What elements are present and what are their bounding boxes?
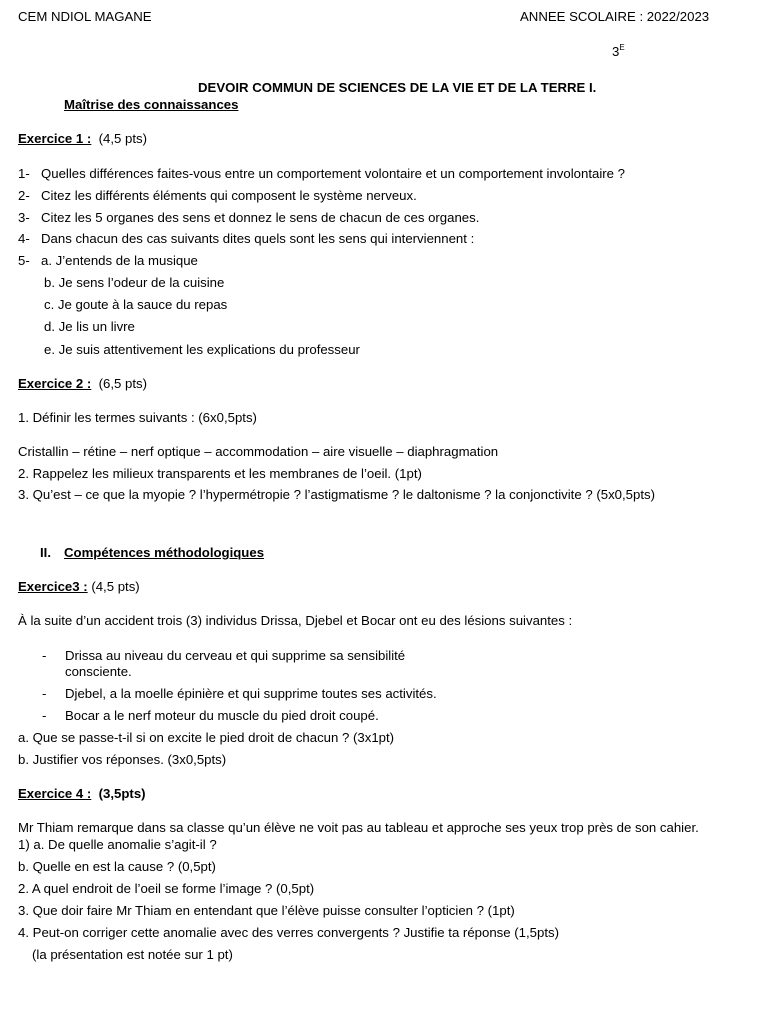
exercise-1-question-number: 5-	[18, 253, 30, 268]
exercise-3-label: Exercice3 :	[18, 579, 88, 594]
exercise-2-terms: Cristallin – rétine – nerf optique – accommodation – aire visuelle – diaphragmation	[18, 444, 499, 459]
exercise-1-question	[18, 210, 480, 226]
exercise-3-bullet: - Bocar a le nerf moteur du muscle du pied droit coupé.	[42, 708, 379, 723]
exercise-1-points: (4,5 pts)	[98, 131, 148, 146]
school-year: ANNEE SCOLAIRE : 2022/2023	[520, 9, 710, 24]
exercise-4-line: 3. Que doir faire Mr Thiam en entendant que l’élève puisse consulter l’opticien ? (1pt)	[18, 903, 515, 918]
exercise-4-heading	[18, 786, 146, 802]
exercise-1-question-number: 1-	[18, 166, 30, 181]
exercise-2-label: Exercice 2 :	[18, 376, 92, 391]
exercise-4-line: b. Quelle en est la cause ? (0,5pt)	[18, 859, 216, 874]
exercise-1-subitem: b. Je sens l’odeur de la cuisine	[44, 275, 225, 290]
section-1-title: Maîtrise des connaissances	[64, 97, 239, 112]
section-2-heading	[40, 545, 265, 561]
exercise-2-question-1: 1. Définir les termes suivants : (6x0,5pts)	[18, 410, 257, 425]
exercise-1-question-text: Quelles différences faites-vous entre un comportement volontaire et un comportement involontaire ?	[41, 166, 625, 181]
exercise-4-intro: Mr Thiam remarque dans sa classe qu’un élève ne voit pas au tableau et approche ses yeux trop près de son cahier.	[18, 820, 699, 835]
exercise-3-bullet-text: Djebel, a la moelle épinière et qui supprime toutes ses activités.	[65, 686, 437, 701]
exercise-1-question-text: a. J’entends de la musique	[41, 253, 198, 268]
exercise-3-bullet-text: Bocar a le nerf moteur du muscle du pied droit coupé.	[65, 708, 379, 723]
exercise-3-bullet-text: Drissa au niveau du cerveau et qui supprime sa sensibilité	[65, 648, 406, 663]
exercise-1-heading	[18, 131, 147, 147]
section-2-number: II.	[40, 545, 51, 560]
exercise-4-line: 1) a. De quelle anomalie s’agit-il ?	[18, 837, 217, 852]
exercise-1-question	[18, 231, 475, 247]
exercise-2-question-2: 2. Rappelez les milieux transparents et les membranes de l’oeil. (1pt)	[18, 466, 422, 481]
class-level	[612, 44, 625, 62]
class-level-superscript: E	[619, 43, 625, 52]
exercise-1-question-text: Citez les différents éléments qui composent le système nerveux.	[41, 188, 417, 203]
exercise-3-bullet: - Drissa au niveau du cerveau et qui supprime sa sensibilité	[42, 648, 406, 663]
exercise-3-points: (4,5 pts)	[91, 579, 140, 594]
exercise-3-bullet: - Djebel, a la moelle épinière et qui supprime toutes ses activités.	[42, 686, 437, 701]
exercise-1-subitem: c. Je goute à la sauce du repas	[44, 297, 228, 312]
exercise-4-line: 2. A quel endroit de l’oeil se forme l’image ? (0,5pt)	[18, 881, 315, 896]
exercise-1-question-text: Citez les 5 organes des sens et donnez le sens de chacun de ces organes.	[41, 210, 480, 225]
exercise-2-points: (6,5 pts)	[98, 376, 148, 391]
exercise-4-line: 4. Peut-on corriger cette anomalie avec des verres convergents ? Justifie ta réponse (1,5pts)	[18, 925, 559, 940]
exercise-3-intro: À la suite d’un accident trois (3) individus Drissa, Djebel et Bocar ont eu des lésions suivantes :	[18, 613, 573, 628]
exercise-2-heading	[18, 376, 147, 392]
presentation-note: (la présentation est notée sur 1 pt)	[32, 947, 233, 962]
exercise-1-question	[18, 166, 625, 182]
exercise-1-question-number: 3-	[18, 210, 30, 225]
exercise-1-question	[18, 188, 417, 204]
exercise-3-question-b: b. Justifier vos réponses. (3x0,5pts)	[18, 752, 227, 767]
exercise-3-question-a: a. Que se passe-t-il si on excite le pied droit de chacun ? (3x1pt)	[18, 730, 395, 745]
page-title: DEVOIR COMMUN DE SCIENCES DE LA VIE ET DE LA TERRE I.	[198, 80, 597, 95]
exercise-3-heading	[18, 579, 140, 595]
exercise-1-question-number: 2-	[18, 188, 30, 203]
section-2-title: Compétences méthodologiques	[64, 545, 265, 560]
exercise-1-question-number: 4-	[18, 231, 30, 246]
exercise-4-points: (3,5pts)	[98, 786, 146, 801]
exercise-1-question	[18, 253, 198, 269]
exercise-1-subitem: e. Je suis attentivement les explications du professeur	[44, 342, 360, 357]
exercise-1-question-text: Dans chacun des cas suivants dites quels sont les sens qui interviennent :	[41, 231, 475, 246]
exercise-1-label: Exercice 1 :	[18, 131, 92, 146]
school-name: CEM NDIOL MAGANE	[18, 9, 152, 24]
exercise-1-subitem: d. Je lis un livre	[44, 319, 135, 334]
exercise-3-bullet-continuation: consciente.	[65, 664, 132, 679]
class-level-number: 3	[612, 44, 620, 59]
exercise-2-question-3: 3. Qu’est – ce que la myopie ? l’hypermétropie ? l’astigmatisme ? le daltonisme ? la conjonctivite ? (5x0,5pts)	[18, 487, 655, 502]
exercise-4-label: Exercice 4 :	[18, 786, 92, 801]
